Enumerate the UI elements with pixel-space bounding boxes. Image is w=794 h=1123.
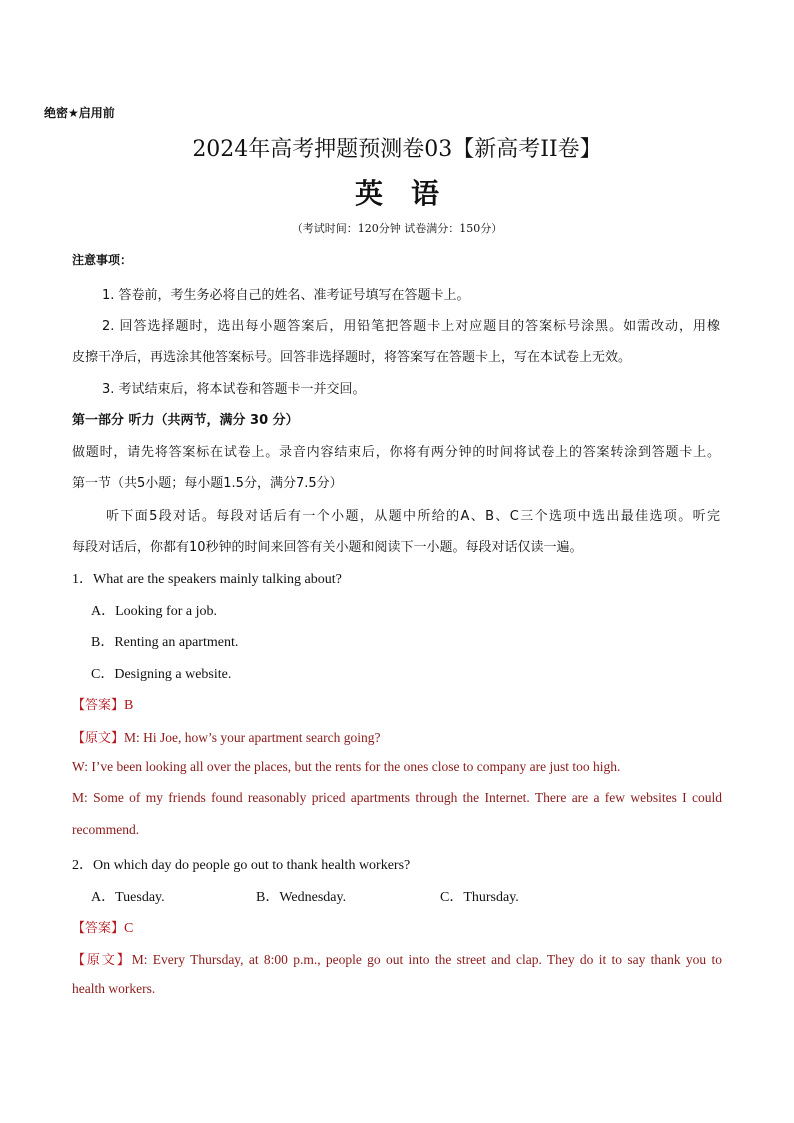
part1-heading: 第一部分 听力（共两节，满分 30 分） — [72, 413, 299, 428]
section1-instruction-line1: 听下面5段对话。每段对话后有一个小题，从题中所给的A、B、C三个选项中选出最佳选项。听完 — [106, 509, 720, 524]
question-2-option-b: B．Wednesday. — [256, 890, 347, 905]
answer-value: C — [124, 921, 134, 936]
notice-item-1: 1. 答卷前，考生务必将自己的姓名、准考证号填写在答题卡上。 — [102, 288, 470, 303]
notice-item-2: 2. 回答选择题时，选出每小题答案后，用铅笔把答题卡上对应题目的答案标号涂黑。如需改动，用橡 — [102, 319, 720, 334]
confidential-label: 绝密★启用前 — [44, 106, 115, 120]
question-1-option-a: A．Looking for a job. — [91, 604, 217, 619]
answer-label: 【答案】 — [72, 921, 125, 936]
transcript-label: 【原文】 — [72, 953, 132, 968]
exam-title: 2024年高考押题预测卷03【新高考II卷】 — [192, 137, 602, 162]
section1-instruction-line2: 每段对话后，你都有10秒钟的时间来回答有关小题和阅读下一小题。每段对话仅读一遍。 — [72, 540, 583, 555]
question-1-stem: 1．What are the speakers mainly talking about? — [72, 572, 342, 587]
exam-info: （考试时间：120分钟 试卷满分：150分） — [291, 222, 503, 235]
question-1-answer — [72, 694, 133, 714]
transcript-label: 【原文】 — [72, 731, 125, 746]
answer-label: 【答案】 — [72, 698, 125, 713]
question-2-option-c: C．Thursday. — [440, 890, 519, 905]
question-1-transcript-line-4: recommend. — [72, 822, 140, 837]
part1-instruction: 做题时，请先将答案标在试卷上。录音内容结束后，你将有两分钟的时间将试卷上的答案转涂到答题卡上。 — [72, 445, 720, 460]
question-1-option-b: B．Renting an apartment. — [91, 635, 239, 650]
question-1-transcript-line-1 — [72, 727, 380, 746]
question-1-transcript-line-2: W: I’ve been looking all over the places, but the rents for the ones close to company are just too high. — [72, 759, 621, 774]
notice-item-3: 3. 考试结束后，将本试卷和答题卡一并交回。 — [102, 382, 366, 397]
subject-title: 英语 — [354, 177, 467, 210]
question-2-answer — [72, 917, 133, 937]
transcript-text: M: Hi Joe, how’s your apartment search going? — [124, 730, 381, 745]
notice-heading: 注意事项： — [72, 253, 133, 267]
question-2-stem: 2．On which day do people go out to thank health workers? — [72, 858, 411, 873]
question-1-transcript-line-3: M: Some of my friends found reasonably priced apartments through the Internet. There are a few websites I could — [72, 790, 722, 805]
transcript-text: M: Every Thursday, at 8:00 p.m., people go out into the street and clap. They do it to say thank you to — [131, 952, 722, 967]
section1-heading: 第一节（共5小题；每小题1.5分，满分7.5分） — [72, 476, 343, 491]
answer-value: B — [124, 698, 134, 713]
question-2-transcript-line-2: health workers. — [72, 981, 156, 996]
question-2-option-a: A．Tuesday. — [91, 890, 165, 905]
notice-item-2-cont: 皮擦干净后，再选涂其他答案标号。回答非选择题时，将答案写在答题卡上，写在本试卷上无效。 — [72, 350, 632, 365]
question-1-option-c: C．Designing a website. — [91, 667, 232, 682]
question-2-transcript-line-1 — [72, 949, 722, 968]
